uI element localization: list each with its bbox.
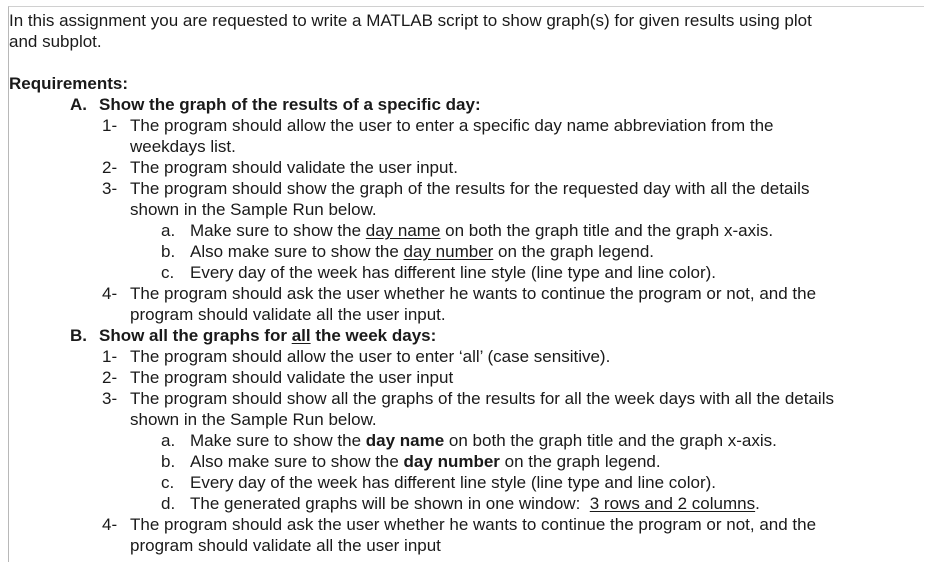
section-b-sub-b-post: on the graph legend. — [499, 452, 661, 471]
section-a-title: Show the graph of the results of a specific day: — [99, 95, 481, 114]
section-b-sub-d-pre: The generated graphs will be shown in one window: — [190, 494, 590, 513]
section-b-sub-d-marker: d. — [161, 494, 176, 513]
section-b-sub-a-emph: day name — [365, 431, 445, 450]
section-a-item-4-line-2: program should validate all the user input. — [130, 305, 446, 324]
section-b-title-post: the week days: — [310, 326, 437, 345]
section-b-sub-a-text — [190, 431, 777, 452]
section-b-sub-b-emph: day number — [403, 452, 500, 471]
section-a-sub-b-text — [190, 242, 654, 263]
section-b-sub-a-post: on both the graph title and the graph x-axis. — [444, 431, 777, 450]
section-b-item-3-line-2: shown in the Sample Run below. — [130, 410, 377, 429]
section-b-item-3-marker: 3- — [102, 389, 118, 408]
intro-line-1: In this assignment you are requested to write a MATLAB script to show graph(s) for given results using plot — [9, 11, 812, 30]
section-a-sub-b-marker: b. — [161, 242, 176, 261]
section-b-sub-b-text — [190, 452, 661, 473]
section-a-sub-a-pre: Make sure to show the — [190, 221, 366, 240]
section-a-sub-b-post: on the graph legend. — [493, 242, 655, 261]
section-b-sub-d-post: . — [755, 494, 760, 513]
section-b-sub-a-pre: Make sure to show the — [190, 431, 366, 450]
section-a-sub-b-emph: day number — [403, 242, 494, 261]
section-b-sub-c-marker: c. — [161, 473, 175, 492]
section-b-item-2-line-1: The program should validate the user input — [130, 368, 454, 387]
section-b-sub-d-emph: 3 rows and 2 columns — [589, 494, 756, 513]
section-a-item-2-line-1: The program should validate the user input. — [130, 158, 458, 177]
section-a-sub-a-text — [190, 221, 773, 242]
section-a-sub-a-marker: a. — [161, 221, 176, 240]
section-a-sub-a-emph: day name — [365, 221, 441, 240]
section-a-sub-c-text: Every day of the week has different line style (line type and line color). — [190, 263, 717, 282]
section-b-item-4-line-1: The program should ask the user whether he wants to continue the program or not, and the — [130, 515, 817, 534]
section-a-item-4-line-1: The program should ask the user whether he wants to continue the program or not, and the — [130, 284, 817, 303]
section-b-marker: B. — [70, 326, 87, 345]
section-b-item-1-marker: 1- — [102, 347, 118, 366]
section-b-title-emph: all — [291, 326, 311, 345]
section-a-marker: A. — [70, 95, 87, 114]
requirements-heading: Requirements: — [9, 74, 129, 93]
section-b-sub-c-text: Every day of the week has different line style (line type and line color). — [190, 473, 717, 492]
section-b-title-pre: Show all the graphs for — [99, 326, 292, 345]
section-b-sub-b-marker: b. — [161, 452, 176, 471]
intro-line-2: and subplot. — [9, 32, 102, 51]
section-a-sub-b-pre: Also make sure to show the — [190, 242, 404, 261]
section-a-sub-c-marker: c. — [161, 263, 175, 282]
section-b-item-4-marker: 4- — [102, 515, 118, 534]
section-b-item-2-marker: 2- — [102, 368, 118, 387]
section-b-title — [99, 326, 436, 347]
section-a-item-3-line-2: shown in the Sample Run below. — [130, 200, 377, 219]
section-a-item-1-line-1: The program should allow the user to enter a specific day name abbreviation from the — [130, 116, 774, 135]
section-b-item-4-line-2: program should validate all the user input — [130, 536, 441, 555]
section-a-item-2-marker: 2- — [102, 158, 118, 177]
section-a-item-1-marker: 1- — [102, 116, 118, 135]
section-a-item-1-line-2: weekdays list. — [130, 137, 236, 156]
section-a-item-4-marker: 4- — [102, 284, 118, 303]
section-b-sub-a-marker: a. — [161, 431, 176, 450]
section-a-sub-a-post: on both the graph title and the graph x-axis. — [440, 221, 774, 240]
section-b-item-1-line-1: The program should allow the user to enter ‘all’ (case sensitive). — [130, 347, 611, 366]
section-b-sub-d-text — [190, 494, 760, 515]
section-b-item-3-line-1: The program should show all the graphs of the results for all the week days with all the details — [130, 389, 834, 408]
section-a-item-3-line-1: The program should show the graph of the results for the requested day with all the details — [130, 179, 810, 198]
document-page — [8, 6, 924, 562]
section-b-sub-b-pre: Also make sure to show the — [190, 452, 404, 471]
section-a-item-3-marker: 3- — [102, 179, 118, 198]
